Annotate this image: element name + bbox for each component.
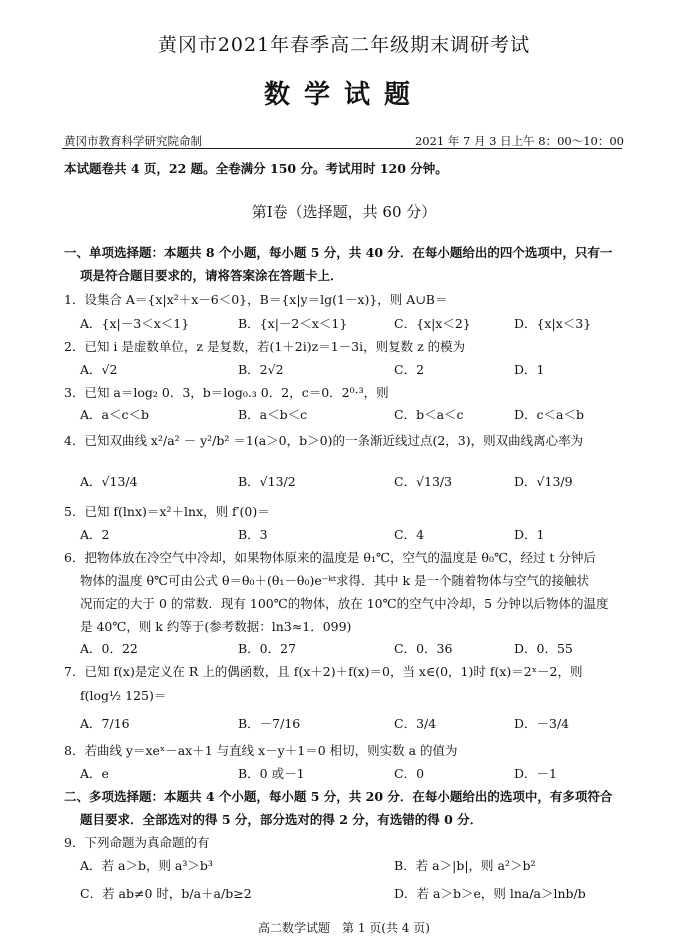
q6-option-d: D．0．55 [514,641,573,656]
q1-option-d: D．{x|x＜3} [514,316,592,331]
q2-option-c: C．2 [394,362,425,377]
q9-option-a: A．若 a＞b，则 a³＞b³ [80,858,213,873]
q2-stem: 2．已知 i 是虚数单位，z 是复数，若(1＋2i)z＝1－3i，则复数 z 的模为 [64,339,466,354]
q6-line2: 物体的温度 θ℃可由公式 θ＝θ₀＋(θ₁－θ₀)e⁻ᵏᵗ求得．其中 k 是一个随着物体与空气的接触状 [80,573,590,588]
part-title: 第Ⅰ卷（选择题，共 60 分） [251,203,437,221]
q4-option-d: D．√13/9 [514,474,573,489]
exam-time: 2021 年 7 月 3 日上午 8：00～10：00 [414,134,624,148]
q8-option-b: B．0 或－1 [238,766,305,781]
q4-option-a: A．√13/4 [80,474,138,489]
header-divider [62,148,622,149]
q3-option-a: A．a＜c＜b [80,407,149,422]
q5-stem: 5．已知 f(lnx)＝x²＋lnx，则 f′(0)＝ [64,504,270,519]
q2-option-a: A．√2 [80,362,118,377]
section1-heading-line2: 项是符合题目要求的，请将答案涂在答题卡上． [80,268,343,283]
q6-option-b: B．0．27 [238,641,297,656]
q4-option-b: B．√13/2 [238,474,296,489]
q3-option-b: B．a＜b＜c [238,407,308,422]
q7-line1: 7．已知 f(x)是定义在 R 上的偶函数，且 f(x＋2)＋f(x)＝0，当 x∈(0，1)时 f(x)＝2ˣ－2，则 [64,664,583,679]
q4-option-c: C．√13/3 [394,474,453,489]
q9-option-c: C．若 ab≠0 时，b/a＋a/b≥2 [80,886,252,901]
section1-heading-line1: 一、单项选择题：本题共 8 个小题，每小题 5 分，共 40 分．在每小题给出的四个选项中，只有一 [64,245,613,260]
q4-stem: 4．已知双曲线 x²/a² － y²/b² ＝1(a＞0，b＞0)的一条渐近线过点(2，3)，则双曲线离心率为 [64,433,584,448]
q1-option-b: B．{x|－2＜x＜1} [238,316,348,331]
q7-option-c: C．3/4 [394,716,437,731]
subject-title: 数学试题 [263,80,424,110]
section2-heading-line2: 题目要求．全部选对的得 5 分，部分选对的得 2 分，有选错的得 0 分． [80,812,483,827]
page-footer: 高二数学试题 第 1 页(共 4 页) [258,921,430,935]
q5-option-b: B．3 [238,527,268,542]
q7-option-b: B．－7/16 [238,716,301,731]
q8-option-a: A．e [80,766,109,781]
q1-stem: 1．设集合 A＝{x|x²＋x－6＜0}，B＝{x|y＝lg(1－x)}，则 A∪B＝ [64,292,448,307]
issuer: 黄冈市教育科学研究院命制 [64,134,202,148]
exam-note: 本试题卷共 4 页，22 题。全卷满分 150 分。考试用时 120 分钟。 [64,161,448,176]
q5-option-c: C．4 [394,527,425,542]
q5-option-a: A．2 [80,527,110,542]
q9-option-b: B．若 a＞|b|，则 a²＞b² [394,858,536,873]
q8-option-d: D．－1 [514,766,557,781]
q7-line2: f(log½ 125)＝ [80,688,167,703]
q9-stem: 9．下列命题为真命题的有 [64,835,210,850]
q3-stem: 3．已知 a＝log₂ 0．3，b＝log₀.₃ 0．2，c＝0．2⁰·³，则 [64,385,389,400]
q3-option-c: C．b＜a＜c [394,407,464,422]
q7-option-d: D．－3/4 [514,716,570,731]
exam-title: 黄冈市2021年春季高二年级期末调研考试 [157,34,531,56]
q6-line3: 况而定的大于 0 的常数．现有 100℃的物体，放在 10℃的空气中冷却，5 分钟以后物体的温度 [80,596,609,611]
q6-line1: 6．把物体放在冷空气中冷却，如果物体原来的温度是 θ₁℃，空气的温度是 θ₀℃，经过 t 分钟后 [64,550,596,565]
section2-heading-line1: 二、多项选择题：本题共 4 个小题，每小题 5 分，共 20 分．在每小题给出的选项中，有多项符合 [64,789,613,804]
q5-option-d: D．1 [514,527,545,542]
q2-option-d: D．1 [514,362,545,377]
q1-option-a: A．{x|－3＜x＜1} [80,316,190,331]
q2-option-b: B．2√2 [238,362,284,377]
q1-option-c: C．{x|x＜2} [394,316,471,331]
q8-option-c: C．0 [394,766,425,781]
q9-option-d: D．若 a＞b＞e，则 lna/a＞lnb/b [394,886,586,901]
q6-line4: 是 40℃，则 k 约等于(参考数据：ln3≈1．099) [80,619,352,634]
q6-option-c: C．0．36 [394,641,453,656]
q7-option-a: A．7/16 [80,716,130,731]
q6-option-a: A．0．22 [80,641,138,656]
q8-stem: 8．若曲线 y＝xeˣ－ax＋1 与直线 x－y＋1＝0 相切，则实数 a 的值为 [64,743,458,758]
q3-option-d: D．c＜a＜b [514,407,584,422]
